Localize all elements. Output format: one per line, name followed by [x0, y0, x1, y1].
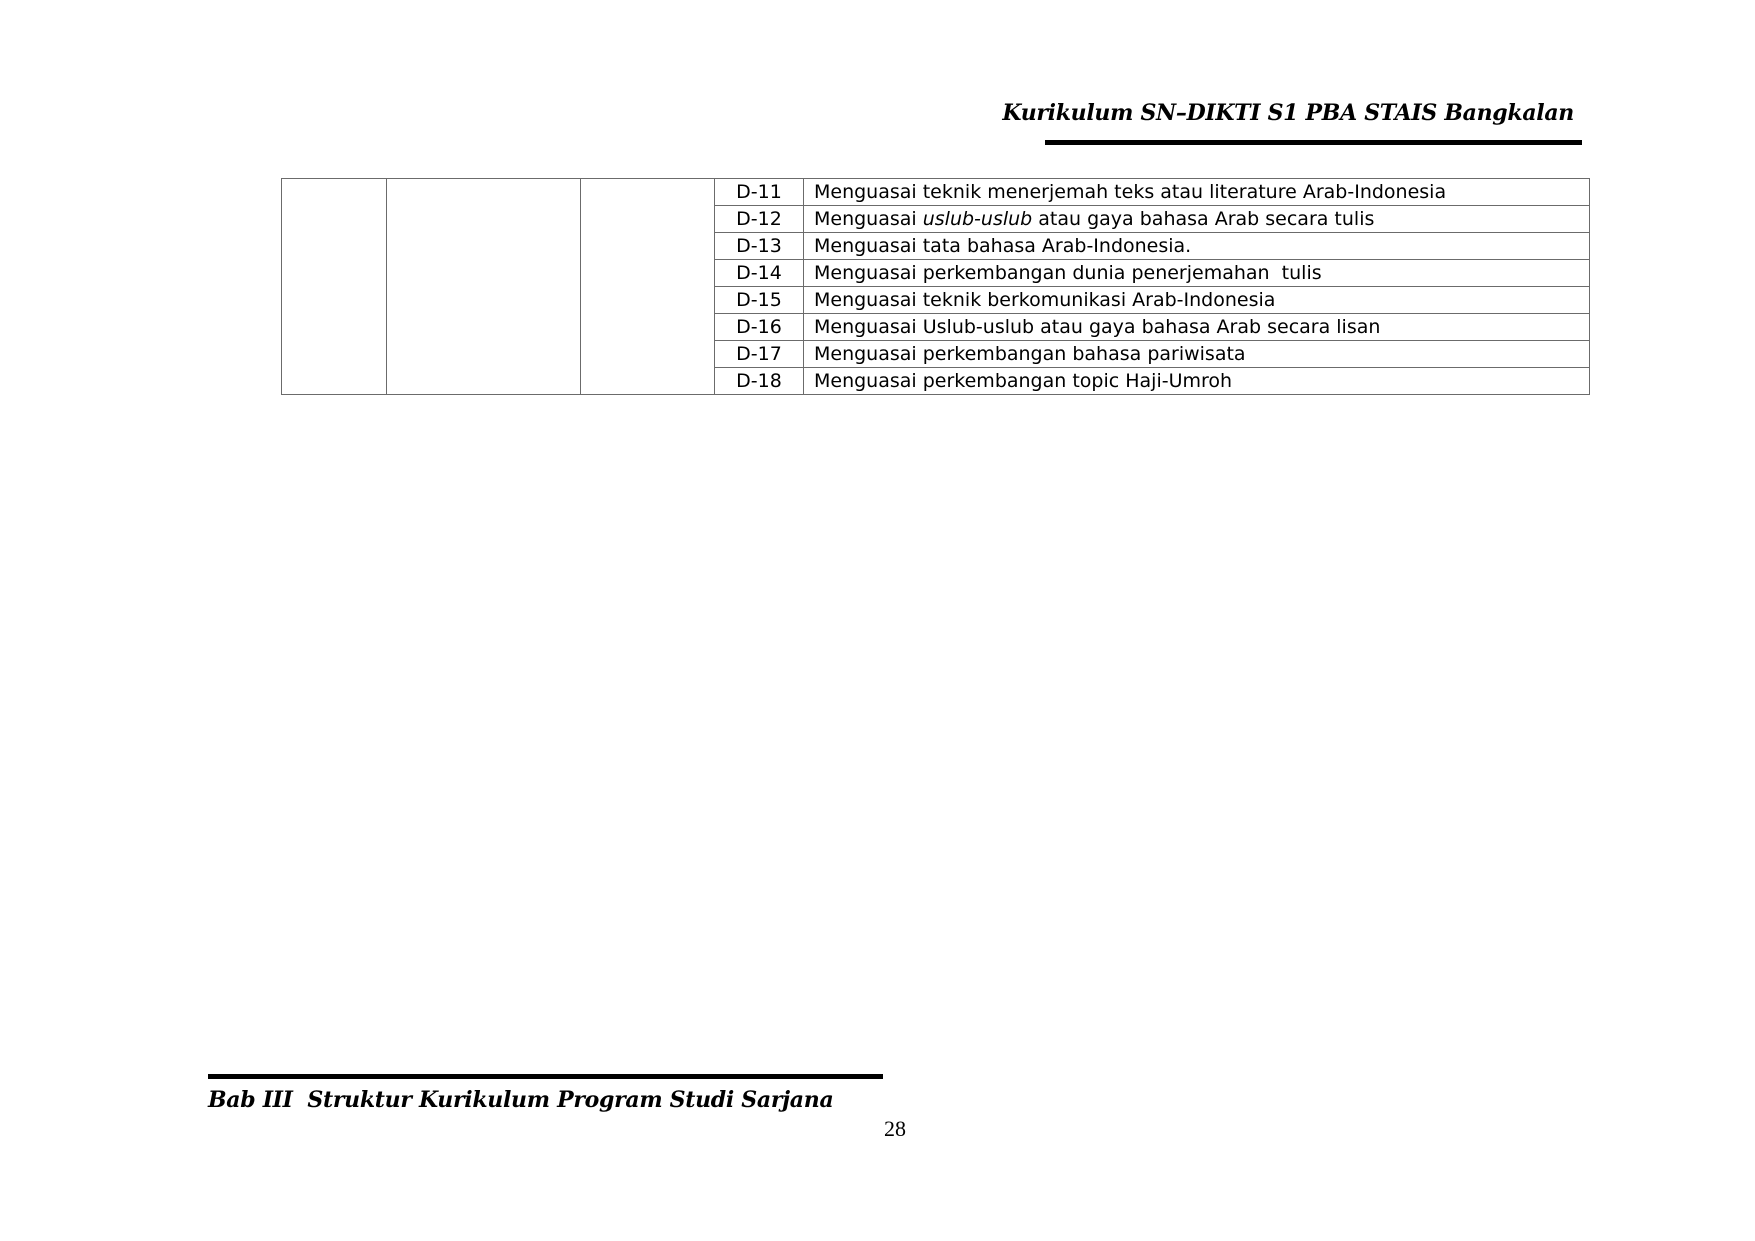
outcome-description: Menguasai teknik menerjemah teks atau literature Arab-Indonesia	[804, 179, 1590, 206]
outcome-description: Menguasai perkembangan bahasa pariwisata	[804, 341, 1590, 368]
outcome-code: D-12	[715, 206, 804, 233]
outcome-description-text: atau gaya bahasa Arab secara tulis	[1032, 208, 1375, 230]
learning-outcomes-table	[281, 178, 1590, 395]
outcome-code: D-18	[715, 368, 804, 395]
running-header-title: Kurikulum SN–DIKTI S1 PBA STAIS Bangkalan	[1002, 100, 1574, 126]
header-rule	[1045, 140, 1582, 145]
outcome-description: Menguasai Uslub-uslub atau gaya bahasa Arab secara lisan	[804, 314, 1590, 341]
footer-rule	[208, 1074, 883, 1079]
table-row	[282, 179, 1590, 206]
outcome-description-italic-text: uslub-uslub	[922, 208, 1033, 230]
outcome-code: D-15	[715, 287, 804, 314]
outcome-description: Menguasai perkembangan dunia penerjemahan tulis	[804, 260, 1590, 287]
outcome-code: D-14	[715, 260, 804, 287]
empty-column-3-cell	[581, 179, 715, 395]
outcome-description: Menguasai teknik berkomunikasi Arab-Indonesia	[804, 287, 1590, 314]
outcome-description	[804, 206, 1590, 233]
page-number: 28	[884, 1116, 906, 1141]
empty-column-1-cell	[282, 179, 387, 395]
outcome-description: Menguasai perkembangan topic Haji-Umroh	[804, 368, 1590, 395]
outcome-description: Menguasai tata bahasa Arab-Indonesia.	[804, 233, 1590, 260]
outcome-code: D-16	[715, 314, 804, 341]
outcome-code: D-11	[715, 179, 804, 206]
outcome-code: D-13	[715, 233, 804, 260]
empty-column-2-cell	[387, 179, 581, 395]
outcome-code: D-17	[715, 341, 804, 368]
outcome-description-text: Menguasai	[814, 208, 923, 230]
running-footer-title: Bab III Struktur Kurikulum Program Studi Sarjana	[208, 1087, 834, 1113]
